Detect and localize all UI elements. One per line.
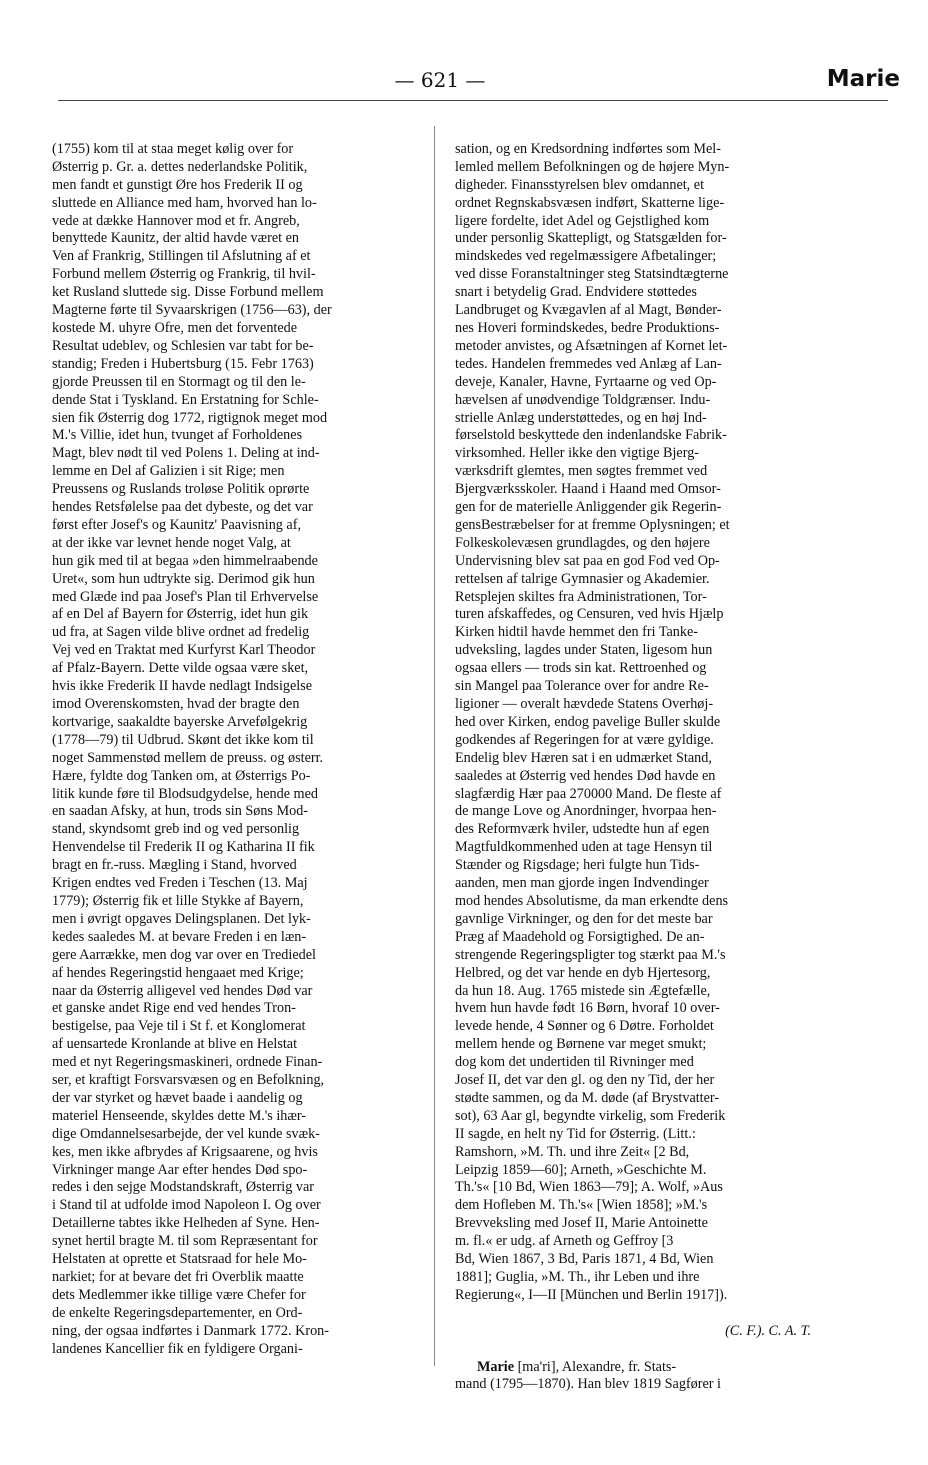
page-header [20, 68, 920, 98]
entry-marie-alexandre [455, 1359, 831, 1395]
left-column [52, 123, 428, 1359]
page-number: — 621 — [394, 68, 486, 92]
left-column-text: (1755) kom til at staa meget kølig over for Østerrig p. Gr. a. dettes nederlandske Politik, men fandt et gunstigt Øre hos Frederik II og sluttede en Alliance med ham, hvorved han lo- vede at dække Hannover mod et fr. Angreb, benyttede Kaunitz, der altid havde været en Ven af Frankrig, Stillingen til Afslutning af et Forbund mellem Østerrig og Frankrig, til hvil- ket Rusland sluttede sig. Disse Forbund mellem Magterne førte til Syvaarskrigen (1756—63), der kostede M. uhyre Ofre, men det forventede Resultat udeblev, og Schlesien var tabt for be- standig; Freden i Hubertsburg (15. Febr 1763) gjorde Preussen til en Stormagt og til den le- dende Stat i Tyskland. En Erstatning for Schle- sien fik Østerrig dog 1772, rigtignok meget mod M.'s Villie, idet hun, tvunget af Forholdenes Magt, blev nødt til ved Polens 1. Deling at ind- lemme en Del af Galizien i sit Rige; men Preussens og Ruslands troløse Politik oprørte hendes Retsfølelse paa det dybeste, og det var først efter Josef's og Kaunitz' Paavisning af, at der ikke var levnet hende noget Valg, at hun gik med til at begaa »den himmelraabende Uret«, som hun udtrykte sig. Derimod gik hun med Glæde ind paa Josef's Plan til Erhvervelse af en Del af Bayern for Østerrig, idet hun gik ud fra, at Sagen vilde blive ordnet ad fredelig Vej ved en Traktat med Kurfyrst Karl Theodor af Pfalz-Bayern. Dette vilde ogsaa være sket, hvis ikke Frederik II havde nedlagt Indsigelse imod Overenskomsten, hvad der bragte den kortvarige, saakaldte bayerske Arvefølgekrig (1778—79) til Udbrud. Skønt det ikke kom til noget Sammenstød mellem de preuss. og østerr. Hære, fyldte dog Tanken om, at Østerrigs Po- litik kunde føre til Blodsudgydelse, hende med en saadan Afsky, at hun, trods sin Søns Mod- stand, skyndsomt greb ind og ved personlig Henvendelse til Frederik II og Katharina II fik bragt en fr.-russ. Mægling i Stand, hvorved Krigen endtes ved Freden i Teschen (13. Maj 1779); Østerrig fik et lille Stykke af Bayern, men i øvrigt opgaves Delingsplanen. Det lyk- kedes saaledes M. at bevare Freden i en læn- gere Aarrække, men dog var over en Trediedel af hendes Regeringstid hengaaet med Krige; naar da Østerrig alligevel ved hendes Død var et ganske andet Rige end ved hendes Tron- bestigelse, paa Veje til i St f. et Konglomerat af uensartede Kronlande at blive en Helstat med et nyt Regeringsmaskineri, ordnede Finan- ser, et kraftigt Forsvarsvæsen og en Befolkning, der var styrket og hævet baade i aandelig og materiel Henseende, skyldes dette M.'s ihær- dige Omdannelsesarbejde, der vel kunde svæk- kes, men ikke afbrydes af Krigsaarene, og hvis Virkninger mange Aar efter hendes Død spo- redes i den sejge Modstandskraft, Østerrig var i Stand til at udfolde imod Napoleon I. Og over Detaillerne tabtes ikke Helheden af Syne. Hen- synet hertil bragte M. til som Repræsentant for Helstaten at oprette et Statsraad for hele Mo- narkiet; for at bevare det fri Overblik maatte dets Medlemmer ikke tillige være Chefer for de enkelte Regeringsdepartementer, en Ord- ning, der ogsaa indførtes i Danmark 1772. Kron- landenes Kancellier fik en fyldigere Organi- [52, 140, 332, 1357]
entry-text: [ma'ri], Alexandre, fr. Stats- mand (1795—1870). Han blev 1819 Sagfører i [455, 1358, 721, 1393]
running-head: Marie [826, 66, 900, 92]
right-column-text: sation, og en Kredsordning indførtes som Mel- lemled mellem Befolkningen og de højere Myn- digheder. Finansstyrelsen blev omdannet, et ordnet Regnskabsvæsen indført, Skatterne lige- ligere fordelte, idet Adel og Gejstlighed kom under personlig Skattepligt, og Statsgælden for- mindskedes ved regelmæssigere Afbetalinger; ved disse Foranstaltninger steg Statsindtægterne snart i betydelig Grad. Endvidere støttedes Landbruget og Kvægavlen af al Magt, Bønder- nes Hoveri formindskedes, bedre Produktions- metoder anvistes, og Afsætningen af Kornet let- tedes. Handelen fremmedes ved Anlæg af Lan- deveje, Kanaler, Havne, Fyrtaarne og ved Op- hævelsen af unødvendige Toldgrænser. Indu- strielle Anlæg understøttedes, og en høj Ind- førselstold beskyttede den indenlandske Fabrik- virksomhed. Heller ikke den vigtige Bjerg- værksdrift glemtes, men søgtes fremmet ved Bjergværksskoler. Haand i Haand med Omsor- gen for de materielle Anliggender gik Regerin- gensBestræbelser for at fremme Oplysningen; et Folkeskolevæsen grundlagdes, og den højere Undervisning blev sat paa en god Fod ved Op- rettelsen af talrige Gymnasier og Akademier. Retsplejen skiltes fra Administrationen, Tor- turen afskaffedes, og Censuren, ved hvis Hjælp Kirken hidtil havde hemmet den fri Tanke- udveksling, lagdes under Staten, ligesom hun ogsaa ellers — trods sin kat. Rettroenhed og sin Mangel paa Tolerance over for andre Re- ligioner — overalt hævdede Statens Overhøj- hed over Kirken, endog pavelige Buller skulde godkendes af Regeringen for at være gyldige. Endelig blev Hæren sat i en udmærket Stand, saaledes at Østerrig ved hendes Død havde en slagfærdig Hær paa 270000 Mand. De fleste af de mange Love og Anordninger, hvorpaa hen- des Reformværk hviler, udstedte hun af egen Magtfuldkommenhed uden at tage Hensyn til Stænder og Rigsdage; heri fulgte hun Tids- aanden, men man gjorde ingen Indvendinger mod hendes Absolutisme, da man erkendte dens gavnlige Virkninger, og den for det meste bar Præg af Maadehold og Forsigtighed. De an- strengende Regeringspligter tog stærkt paa M.'s Helbred, og det var hende en dyb Hjertesorg, da hun 18. Aug. 1765 mistede sin Ægtefælle, hvem hun havde født 16 Børn, hvoraf 10 over- levede hende, 4 Sønner og 6 Døtre. Forholdet mellem hende og Børnene var meget smukt; dog kom det undertiden til Rivninger med Josef II, det var den gl. og den ny Tid, der her stødte sammen, og da M. døde (af Brystvatter- sot), 63 Aar gl, begyndte virkelig, som Frederik II sagde, en helt ny Tid for Østerrig. (Litt.: Ramshorn, »M. Th. und ihre Zeit« [2 Bd, Leipzig 1859—60]; Arneth, »Geschichte M. Th.'s« [10 Bd, Wien 1863—79]; A. Wolf, »Aus dem Hofleben M. Th.'s« [Wien 1858]; »M.'s Brevveksling med Josef II, Marie Antoinette m. fl.« er udg. af Arneth og Geffroy [3 Bd, Wien 1867, 3 Bd, Paris 1871, 4 Bd, Wien 1881]; Guglia, »M. Th., ihr Leben und ihre Regierung«, I—II [München und Berlin 1917]). [455, 140, 730, 1303]
header-rule [58, 100, 888, 101]
entry-headword: Marie [477, 1358, 515, 1375]
author-signature: (C. F.). C. A. T. [725, 1322, 811, 1339]
column-divider [434, 126, 435, 1366]
right-column [455, 123, 831, 1412]
